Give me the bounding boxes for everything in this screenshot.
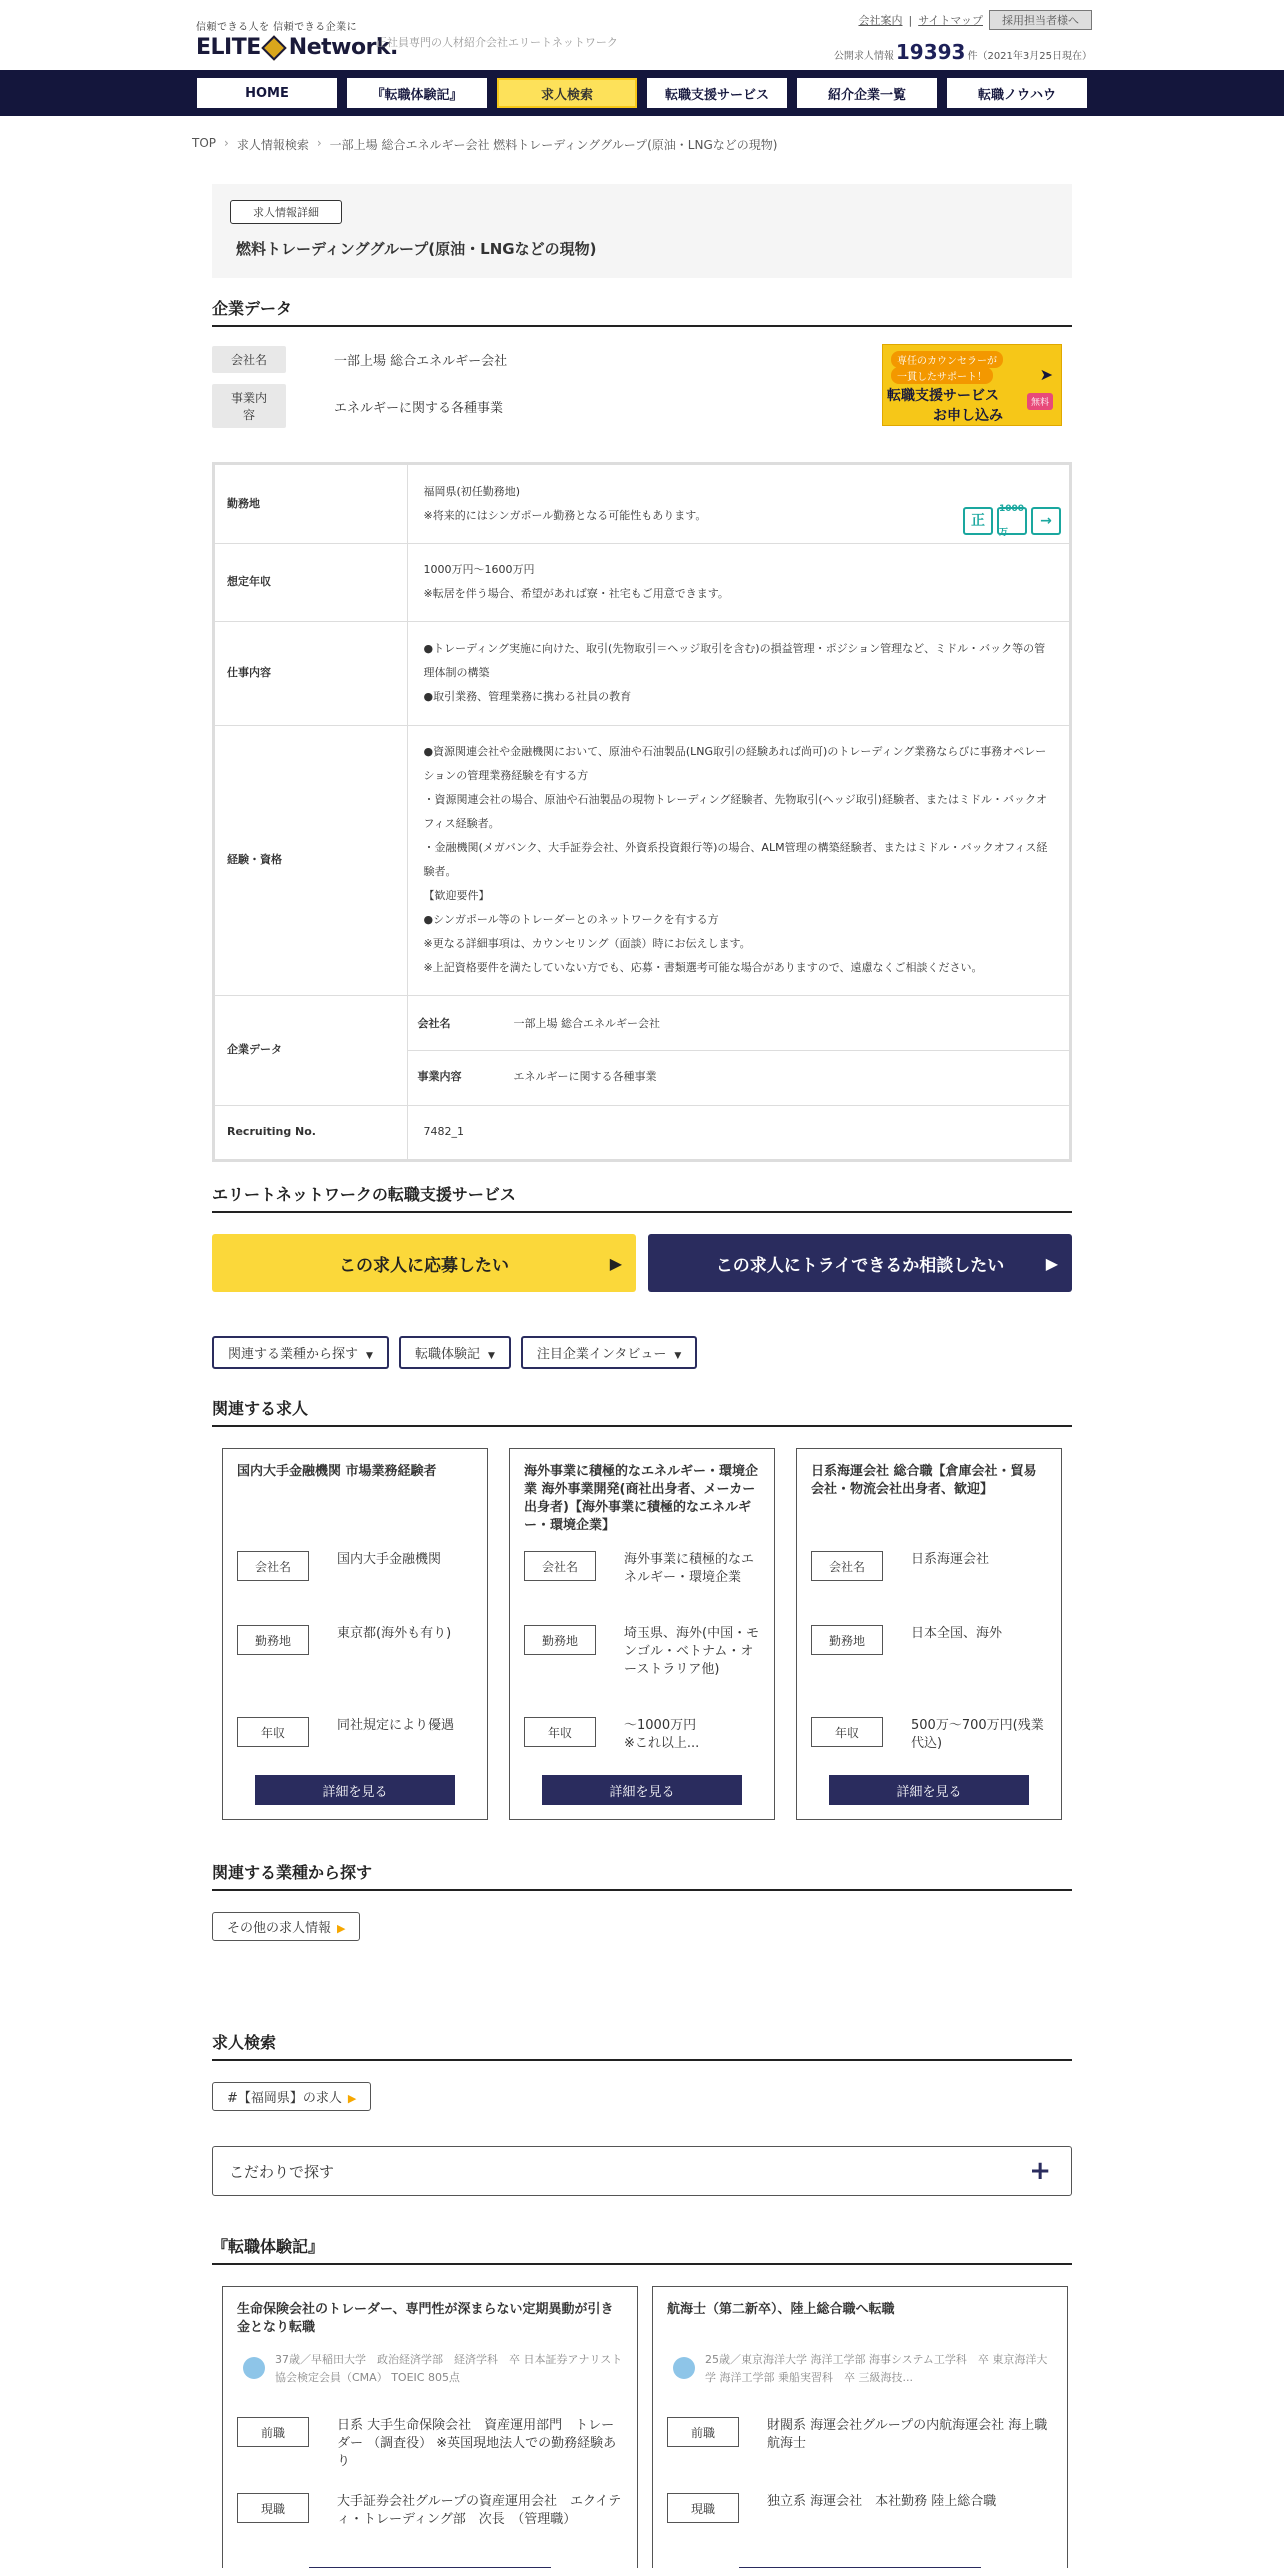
arrow-right-icon: ▶ <box>609 1253 622 1273</box>
main-nav <box>0 70 1284 116</box>
kodawari-accordion[interactable] <box>212 2146 1072 2196</box>
card-salary-value: 500万〜700万円(残業代込) <box>911 1718 1044 1751</box>
related-job-title[interactable]: 国内大手金融機関 市場業務経験者 <box>237 1464 437 1479</box>
company-business-row <box>212 384 503 428</box>
dropdown-industry[interactable] <box>212 1336 389 1369</box>
nav-job-search[interactable]: 求人検索 <box>497 78 637 108</box>
experience-line: ※上記資格要件を満たしていない方でも、応募・書類選考可能な場合がありますので、遠慮なくご相談ください。 <box>423 961 983 974</box>
logo-brand-sub: Network. <box>288 35 398 60</box>
company-business-label: 事業内容 <box>212 384 286 428</box>
sub-company-label: 会社名 <box>408 998 504 1051</box>
sub-business-label: 事業内容 <box>417 1069 462 1083</box>
card-location-label: 勤務地 <box>524 1625 596 1655</box>
dropdown-stories-label: 転職体験記 <box>414 1347 480 1362</box>
card-location-value: 東京都(海外も有り) <box>337 1626 452 1641</box>
site-logo[interactable] <box>196 18 398 60</box>
fukuoka-jobs-label: #【福岡県】の求人 <box>227 2091 342 2106</box>
company-name-label: 会社名 <box>212 346 286 373</box>
banner-line1: 専任のカウンセラーが <box>891 351 1003 368</box>
arrow-right-icon: ▶ <box>1045 1253 1058 1273</box>
support-heading: エリートネットワークの転職支援サービス <box>212 1182 1072 1213</box>
story-after-label: 現職 <box>237 2493 309 2523</box>
card-company-label: 会社名 <box>811 1551 883 1581</box>
story-after-value: 独立系 海運会社 本社勤務 陸上総合職 <box>767 2494 997 2509</box>
row-salary <box>215 543 1069 621</box>
fulltime-badge-icon: 正 <box>963 507 993 535</box>
card-company-label: 会社名 <box>237 1551 309 1581</box>
job-title: 燃料トレーディンググループ(原油・LNGなどの現物) <box>236 240 597 258</box>
story-before-row <box>667 2417 1053 2453</box>
story-before-label: 前職 <box>237 2417 309 2447</box>
related-job-card <box>796 1448 1062 1820</box>
apply-button[interactable] <box>212 1234 636 1292</box>
logo-tagline: 信頼できる人を 信頼できる企業に <box>196 22 358 33</box>
caret-down-icon: ▼ <box>366 1351 373 1361</box>
nav-support[interactable]: 転職支援サービス <box>647 78 787 108</box>
overseas-badge-icon: → <box>1031 507 1061 535</box>
apply-button-label: この求人に応募したい <box>339 1255 509 1276</box>
card-salary-row <box>237 1717 473 1747</box>
location-label: 勤務地 <box>215 465 407 543</box>
caret-down-icon: ▼ <box>674 1351 682 1361</box>
location-cell <box>407 465 1069 543</box>
sub-business-value: エネルギーに関する各種事業 <box>513 1069 657 1083</box>
story-profile <box>673 2351 1053 2387</box>
story-after-value: 大手証券会社グループの資産運用会社 エクイティ・トレーディング部 次長 （管理職） <box>337 2494 622 2527</box>
company-data-label: 企業データ <box>215 995 407 1105</box>
card-salary-value: 同社規定により優遇 <box>337 1718 455 1733</box>
location-line2: ※将来的にはシンガポール勤務となる可能性もあります。 <box>423 508 707 522</box>
search-heading: 求人検索 <box>212 2030 1072 2061</box>
story-after-row <box>237 2493 623 2529</box>
breadcrumb <box>192 136 777 153</box>
related-job-title[interactable]: 日系海運会社 総合職【倉庫会社・貿易会社・物流会社出身者、歓迎】 <box>811 1464 1037 1497</box>
company-data-cell <box>407 995 1069 1105</box>
company-section-heading: 企業データ <box>212 296 1072 327</box>
company-business-value: エネルギーに関する各種事業 <box>334 400 504 416</box>
card-company-row <box>524 1551 760 1587</box>
card-salary-label: 年収 <box>811 1717 883 1747</box>
experience-line: ●資源関連会社や金融機関において、原油や石油製品(LNG取引の経験あれば尚可)のトレーディング業務ならびに事務オペレーションの管理業務経験を有する方 <box>423 745 1047 782</box>
card-salary-label: 年収 <box>237 1717 309 1747</box>
detail-button[interactable]: 詳細を見る <box>255 1775 455 1805</box>
row-experience <box>215 725 1069 995</box>
subrow-company <box>408 998 1070 1051</box>
breadcrumb-current: 一部上場 総合エネルギー会社 燃料トレーディンググループ(原油・LNGなどの現物) <box>329 138 778 152</box>
banner-line3: 転職支援サービス <box>887 388 999 404</box>
plus-icon: + <box>1029 2156 1051 2186</box>
caret-down-icon: ▼ <box>487 1351 495 1361</box>
sub-company-value: 一部上場 総合エネルギー会社 <box>504 998 1070 1051</box>
card-location-row <box>811 1625 1047 1655</box>
work-line1: ●トレーディング実施に向けた、取引(先物取引＝ヘッジ取引を含む)の損益管理・ポジション管理など、ミドル・バック等の管理体制の構築 <box>423 642 1046 679</box>
card-company-value: 日系海運会社 <box>911 1552 990 1567</box>
story-after-row <box>667 2493 1053 2523</box>
job-detail-table <box>212 462 1072 1162</box>
location-line1: 福岡県(初任勤務地) <box>423 484 521 498</box>
salary-label: 想定年収 <box>215 543 407 621</box>
nav-home[interactable]: HOME <box>197 78 337 108</box>
nav-companies[interactable]: 紹介企業一覧 <box>797 78 937 108</box>
logo-diamond-icon <box>261 35 286 60</box>
industry-heading: 関連する業種から探す <box>212 1860 1072 1891</box>
triangle-right-icon: ▶ <box>337 1922 346 1935</box>
story-before-row <box>237 2417 623 2471</box>
job-title-box <box>212 184 1072 278</box>
salary-line2: ※転居を伴う場合、希望があれば寮・社宅もご用意できます。 <box>423 587 729 600</box>
related-job-card <box>509 1448 775 1820</box>
work-cell <box>407 621 1069 725</box>
story-card <box>652 2286 1068 2568</box>
story-before-value: 日系 大手生命保険会社 資産運用部門 トレーダー （調査役） ※英国現地法人での勤務経験あり <box>337 2418 617 2469</box>
story-profile <box>243 2351 623 2387</box>
dropdown-interviews-label: 注目企業インタビュー <box>536 1347 667 1362</box>
staff-button[interactable]: 採用担当者様へ <box>989 10 1092 30</box>
dropdown-row <box>212 1336 697 1369</box>
user-avatar-icon <box>243 2357 265 2379</box>
triangle-right-icon: ▶ <box>347 2092 357 2105</box>
card-location-row <box>237 1625 473 1655</box>
logo-brand <box>196 35 398 60</box>
card-location-label: 勤務地 <box>811 1625 883 1655</box>
cursor-icon: ➤ <box>1039 365 1053 384</box>
company-name-row <box>212 346 507 373</box>
job-count <box>834 40 1092 64</box>
job-detail-label: 求人情報詳細 <box>230 200 342 224</box>
card-location-value: 日本全国、海外 <box>911 1626 1003 1641</box>
header-subtitle: 正社員専門の人材紹介会社エリートネットワーク <box>376 36 618 49</box>
consult-button[interactable] <box>648 1234 1072 1292</box>
nav-stories[interactable]: 『転職体験記』 <box>347 78 487 108</box>
card-company-row <box>237 1551 473 1581</box>
experience-line: 【歓迎要件】 <box>423 889 490 902</box>
card-location-row <box>524 1625 760 1679</box>
job-count-suffix: 件（2021年3月25日現在） <box>967 51 1092 62</box>
logo-brand-main: ELITE <box>196 35 261 60</box>
support-banner[interactable] <box>882 344 1062 426</box>
salary-line1: 1000万円〜1600万円 <box>423 563 535 576</box>
card-salary-row <box>811 1717 1047 1753</box>
experience-line: ※更なる詳細事項は、カウンセリング（面談）時にお伝えします。 <box>423 937 751 950</box>
dropdown-stories[interactable] <box>399 1336 511 1369</box>
card-location-label: 勤務地 <box>237 1625 309 1655</box>
story-card <box>222 2286 638 2568</box>
link-company-info[interactable]: 会社案内 <box>858 14 903 27</box>
experience-cell <box>407 725 1069 995</box>
experience-line: ・資源関連会社の場合、原油や石油製品の現物トレーディング経験者、先物取引(ヘッジ取引)経験者、またはミドル・バックオフィス経験者。 <box>423 793 1047 830</box>
breadcrumb-chevron-icon: › <box>224 136 229 150</box>
user-avatar-icon <box>673 2357 695 2379</box>
other-jobs-label: その他の求人情報 <box>227 1921 332 1936</box>
card-salary-row <box>524 1717 760 1753</box>
salary-cell <box>407 543 1069 621</box>
detail-button[interactable]: 詳細を見る <box>542 1775 742 1805</box>
dropdown-industry-label: 関連する業種から探す <box>228 1347 359 1362</box>
job-count-number: 19393 <box>895 40 966 64</box>
site-header <box>0 0 1284 70</box>
breadcrumb-top[interactable]: TOP <box>192 136 217 150</box>
row-recruit <box>215 1105 1069 1159</box>
job-count-prefix: 公開求人情報 <box>833 51 894 62</box>
fukuoka-jobs-link[interactable] <box>212 2082 371 2111</box>
work-label: 仕事内容 <box>215 621 407 725</box>
kodawari-label: こだわりで探す <box>229 2162 335 2181</box>
related-job-card <box>222 1448 488 1820</box>
work-line2: ●取引業務、管理業務に携わる社員の教育 <box>423 690 632 703</box>
card-location-value: 埼玉県、海外(中国・モンゴル・ベトナム・オーストラリア他) <box>624 1626 760 1677</box>
breadcrumb-chevron-icon: › <box>316 136 322 150</box>
card-salary-label: 年収 <box>524 1717 596 1747</box>
link-sitemap[interactable]: サイトマップ <box>918 14 983 27</box>
card-company-value: 国内大手金融機関 <box>337 1552 442 1567</box>
consult-button-label: この求人にトライできるか相談したい <box>715 1255 1005 1276</box>
row-company <box>215 995 1069 1105</box>
dropdown-interviews[interactable] <box>521 1336 697 1369</box>
link-separator: | <box>908 13 913 27</box>
nav-knowhow[interactable]: 転職ノウハウ <box>947 78 1087 108</box>
detail-button[interactable]: 詳細を見る <box>829 1775 1029 1805</box>
subrow-business <box>408 1050 1070 1103</box>
other-jobs-link[interactable] <box>212 1912 360 1941</box>
story-before-value: 財閥系 海運会社グループの内航海運会社 海上職 航海士 <box>767 2418 1048 2451</box>
related-job-title[interactable]: 海外事業に積極的なエネルギー・環境企業 海外事業開発(商社出身者、メーカー出身者)【海外事業に積極的なエネルギー・環境企業】 <box>524 1464 759 1533</box>
card-salary-value: 〜1000万円 ※これ以上... <box>624 1718 700 1751</box>
row-work <box>215 621 1069 725</box>
story-before-label: 前職 <box>667 2417 739 2447</box>
breadcrumb-search[interactable]: 求人情報検索 <box>236 138 309 152</box>
row-location <box>215 465 1069 543</box>
recruit-value: 7482_1 <box>423 1125 464 1139</box>
story-title[interactable]: 航海士（第二新卒）、陸上総合職へ転職 <box>667 2302 895 2317</box>
card-company-label: 会社名 <box>524 1551 596 1581</box>
card-company-value: 海外事業に積極的なエネルギー・環境企業 <box>624 1552 755 1585</box>
story-profile-text: 25歳／東京海洋大学 海洋工学部 海事システム工学科 卒 東京海洋大学 海洋工学部 乗船実習科 卒 三級海技... <box>705 2353 1048 2384</box>
banner-free-badge: 無料 <box>1027 393 1053 410</box>
story-after-label: 現職 <box>667 2493 739 2523</box>
banner-line2: 一貫したサポート！ <box>891 367 993 384</box>
related-heading: 関連する求人 <box>212 1396 1072 1427</box>
company-name-value: 一部上場 総合エネルギー会社 <box>334 354 508 369</box>
card-company-row <box>811 1551 1047 1581</box>
recruit-label: Recruiting No. <box>215 1105 407 1159</box>
story-profile-text: 37歳／早稲田大学 政治経済学部 経済学科 卒 日本証券アナリスト協会検定会員（CMA） TOEIC 805点 <box>275 2353 623 2384</box>
stories-heading: 『転職体験記』 <box>212 2234 1072 2265</box>
experience-label: 経験・資格 <box>215 725 407 995</box>
experience-line: ●シンガポール等のトレーダーとのネットワークを有する方 <box>423 913 719 926</box>
banner-line4: お申し込み <box>933 408 1003 424</box>
salary-badge-icon: 1000万 <box>997 507 1027 535</box>
header-links <box>858 10 1092 30</box>
job-badges <box>963 504 1061 538</box>
story-title[interactable]: 生命保険会社のトレーダー、専門性が深まらない定期異動が引き金となり転職 <box>237 2302 614 2335</box>
experience-line: ・金融機関(メガバンク、大手証券会社、外資系投資銀行等)の場合、ALM管理の構築経験者、またはミドル・バックオフィス経験者。 <box>423 841 1048 878</box>
